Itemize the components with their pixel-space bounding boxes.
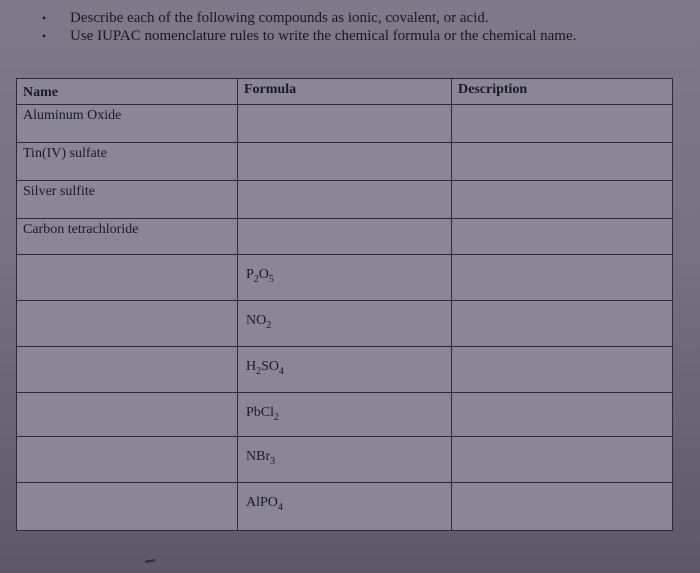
table-row (17, 301, 673, 347)
name-cell[interactable]: Carbon tetrachloride (17, 219, 238, 255)
name-cell[interactable]: Silver sulfite (17, 181, 238, 219)
name-cell[interactable] (17, 393, 238, 437)
name-cell[interactable]: Tin(IV) sulfate (17, 143, 238, 181)
bullet-icon: • (42, 29, 47, 43)
table-row (17, 219, 673, 255)
description-cell[interactable] (452, 255, 673, 301)
name-cell[interactable] (17, 483, 238, 531)
header-description: Description (452, 79, 673, 105)
instruction-item (42, 27, 682, 45)
bullet-icon: • (42, 11, 47, 25)
header-name: Name (17, 79, 238, 105)
formula-cell[interactable] (238, 143, 452, 181)
description-cell[interactable] (452, 301, 673, 347)
table-row (17, 483, 673, 531)
description-cell[interactable] (452, 437, 673, 483)
table-row (17, 347, 673, 393)
description-cell[interactable] (452, 347, 673, 393)
formula-cell[interactable]: AlPO$_4$ (238, 483, 452, 531)
formula-cell[interactable]: $H_2SO_4$ (238, 347, 452, 393)
name-cell[interactable]: Aluminum Oxide (17, 105, 238, 143)
pencil-mark (145, 559, 155, 563)
header-formula: Formula (238, 79, 452, 105)
table-row (17, 437, 673, 483)
formula-cell[interactable]: $P_2O_5$ (238, 255, 452, 301)
table-row (17, 181, 673, 219)
table-row (17, 393, 673, 437)
instruction-text: Use IUPAC nomenclature rules to write the chemical formula or the chemical name. (70, 28, 577, 44)
formula-cell[interactable]: NBr$_3$ (238, 437, 452, 483)
name-cell[interactable] (17, 255, 238, 301)
formula-cell[interactable]: PbCl$_2$ (238, 393, 452, 437)
name-cell[interactable] (17, 347, 238, 393)
name-cell[interactable] (17, 301, 238, 347)
description-cell[interactable] (452, 483, 673, 531)
instruction-text: Describe each of the following compounds as ionic, covalent, or acid. (70, 10, 489, 26)
formula-cell[interactable]: $NO_2$ (238, 301, 452, 347)
instruction-item (42, 9, 682, 27)
table-row (17, 255, 673, 301)
name-cell[interactable] (17, 437, 238, 483)
formula-cell[interactable] (238, 181, 452, 219)
instructions (42, 9, 682, 45)
description-cell[interactable] (452, 105, 673, 143)
formula-cell[interactable] (238, 219, 452, 255)
description-cell[interactable] (452, 143, 673, 181)
description-cell[interactable] (452, 393, 673, 437)
formula-cell[interactable] (238, 105, 452, 143)
compounds-table (16, 78, 673, 531)
table-row (17, 143, 673, 181)
table-row (17, 105, 673, 143)
worksheet-table-container (16, 78, 672, 531)
description-cell[interactable] (452, 219, 673, 255)
description-cell[interactable] (452, 181, 673, 219)
